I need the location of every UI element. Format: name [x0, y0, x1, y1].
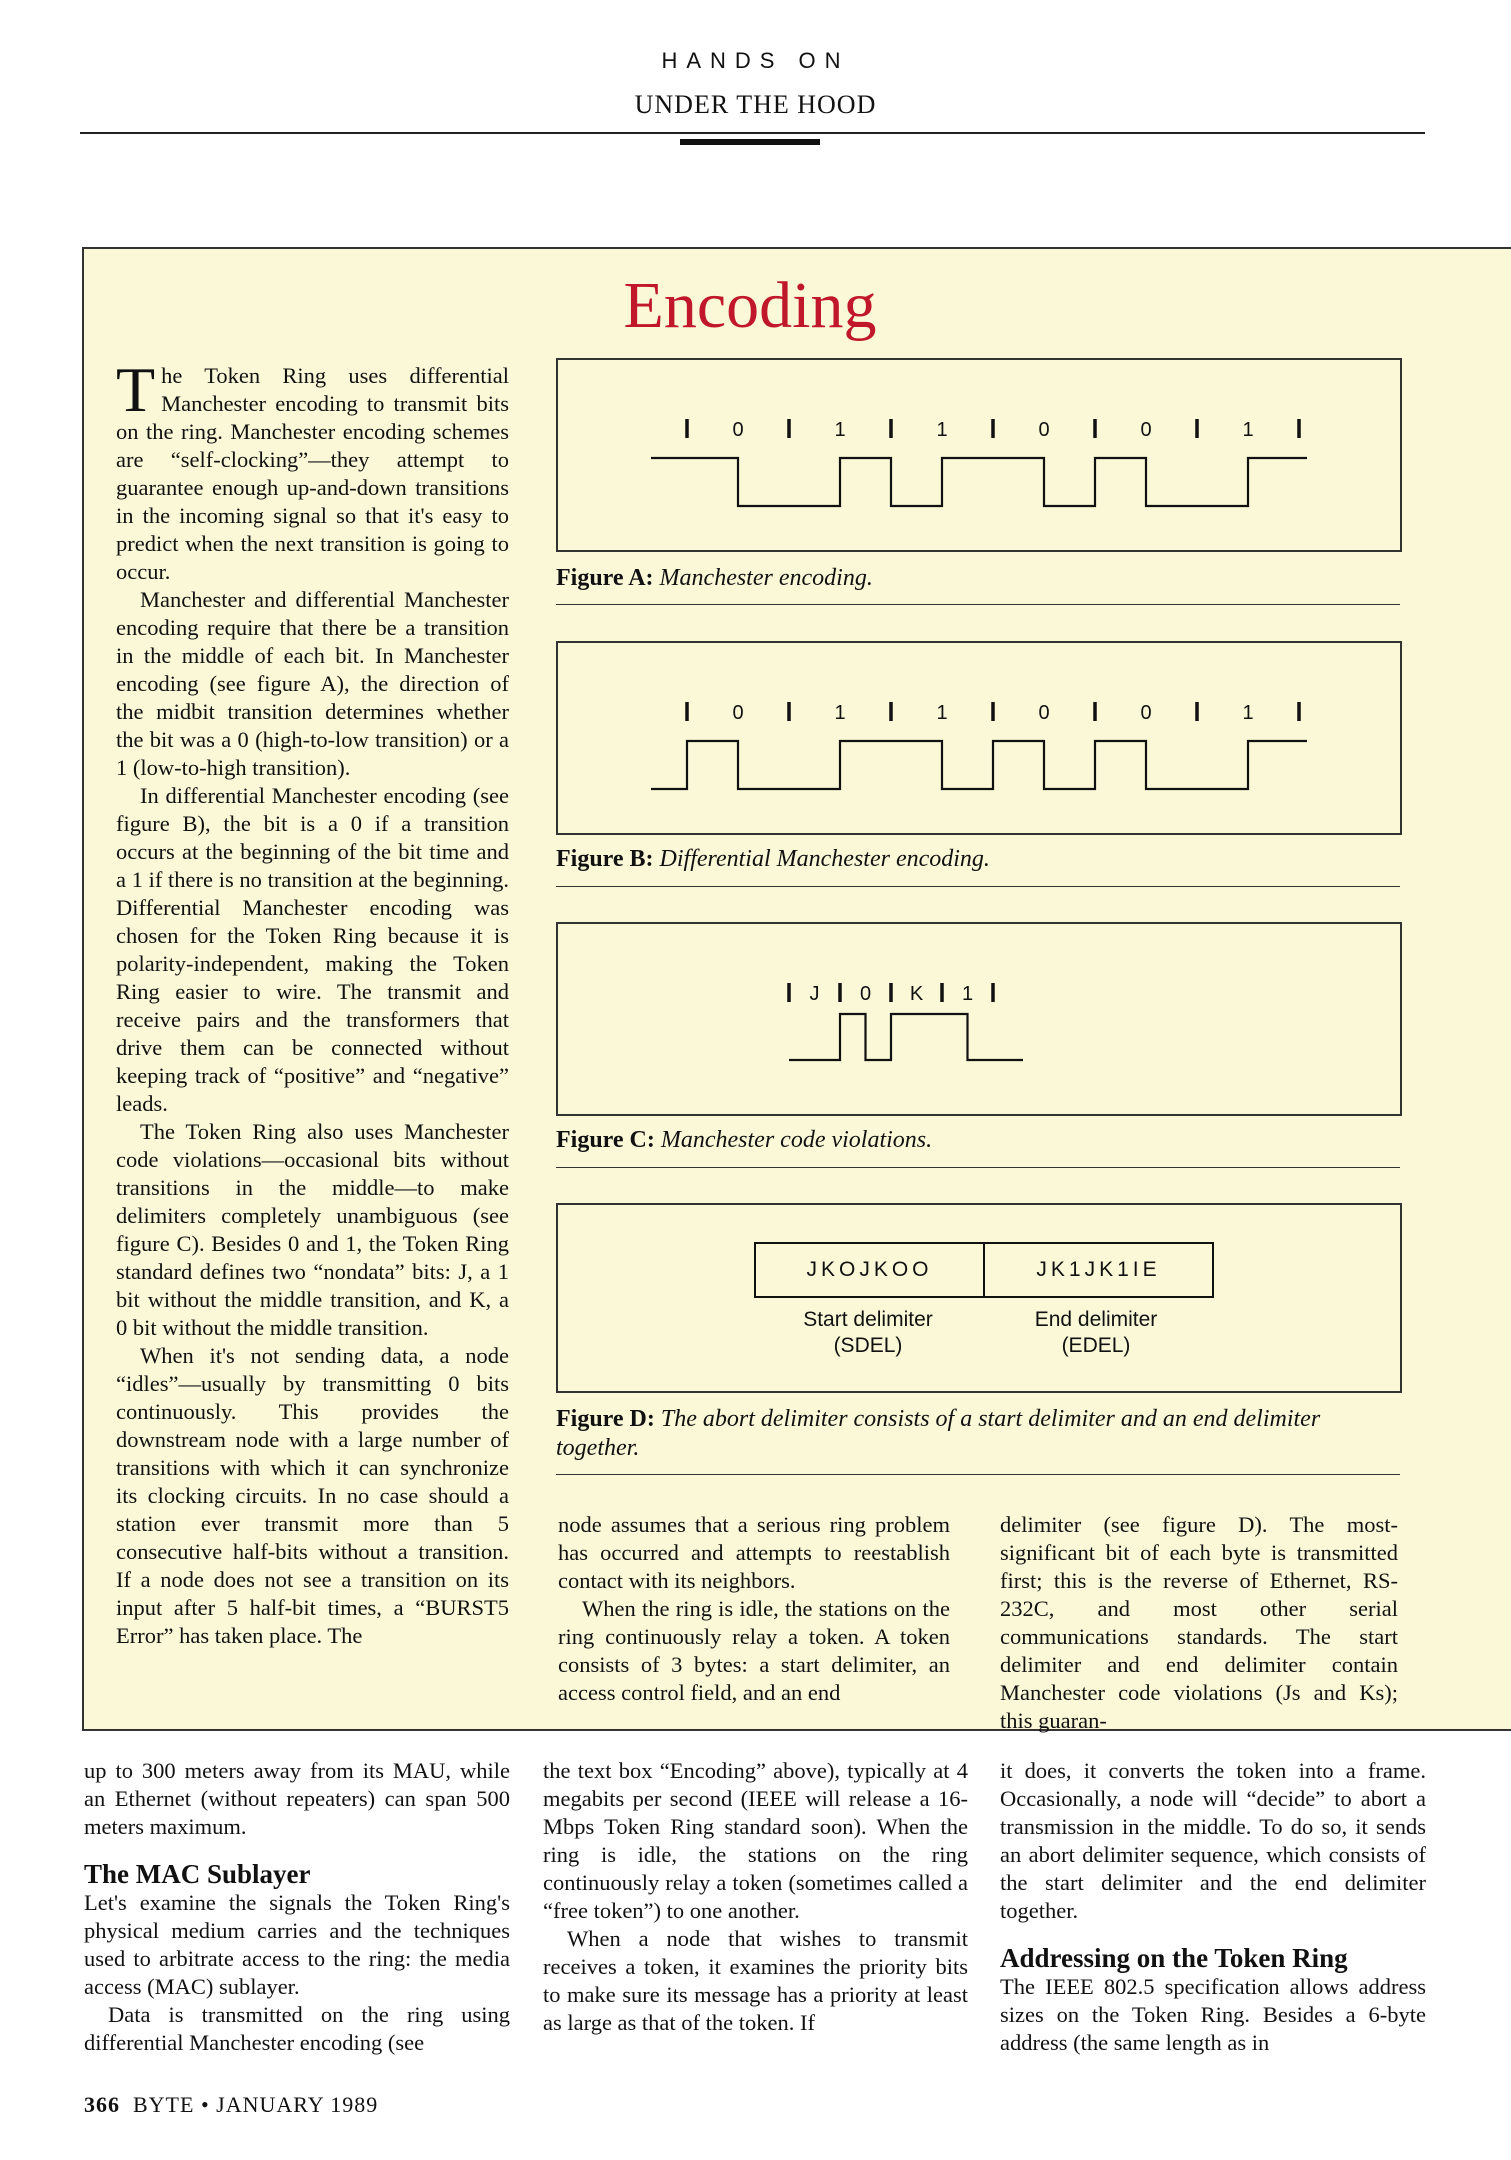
sidebar-paragraph: The Token Ring also uses Manchester code violations—occasional bits without transitions in the middle—to make delimiters completely unambiguous (see figure C). Besides 0 and 1, the Token Ring standard defines two “nondata” bits: J, a 1 bit without the middle transition, and K, a 0 bit without the middle transition. [116, 1119, 509, 1340]
body-paragraph: Data is transmitted on the ring using differential Manchester encoding (see [84, 2002, 510, 2055]
sidebar-column-2 [558, 1511, 950, 1707]
sidebar-paragraph: When it's not sending data, a node “idles”—usually by transmitting 0 bits continuously. This provides the downstream node with a large number of transitions with which it can synchronize its clocking circuits. In no case should a station ever transmit more than 5 consecutive half-bits without a transition. If a node does not see a transition on its input after 5 half-bit times, a “BURST5 Error” has taken place. The [116, 1343, 509, 1648]
end-delimiter-label: End delimiter (EDEL) [1034, 1308, 1158, 1357]
figure-a-bit-label: 0 [1038, 419, 1050, 441]
page-footer [84, 2092, 378, 2118]
delimiter-table [754, 1242, 1214, 1298]
figure-d-label: Figure D: [556, 1406, 655, 1432]
sidebar-column-1 [116, 354, 509, 1650]
sidebar-title: Encoding [623, 269, 877, 342]
figure-c-bit-label: J [809, 983, 820, 1005]
figure-c-waveform [558, 924, 1400, 1114]
figure-b [556, 641, 1402, 835]
sidebar-paragraph: delimiter (see figure D). The most-significant bit of each byte is transmitted first; this is the reverse of Ethernet, RS-232C, and most other serial communications standards. The start delimiter and end delimiter contain Manchester code violations (Js and Ks); this guaran- [1000, 1512, 1398, 1733]
figure-d-caption [556, 1405, 1406, 1463]
figure-b-bit-label: 1 [834, 702, 846, 724]
sidebar-paragraph: Manchester and differential Manchester encoding require that there be a transition in the middle of each bit. In Manchester encoding (see figure A), the direction of the midbit transition determines whether the bit was a 0 (high-to-low transition) or a 1 (low-to-high transition). [116, 587, 509, 780]
figure-c-bit-label: 0 [859, 983, 872, 1005]
figure-d [556, 1203, 1402, 1393]
figure-c-bit-label: K [909, 983, 924, 1005]
header-rule [80, 132, 1425, 134]
page-number: 366 [84, 2092, 120, 2117]
body-paragraph: the text box “Encoding” above), typically at 4 megabits per second (IEEE will release a 16-Mbps Token Ring standard soon). When the ring is idle, the stations on the ring continuously relay a token (sometimes called a “free token”) to one another. [543, 1758, 968, 1923]
body-paragraph: Let's examine the signals the Token Ring's physical medium carries and the techniques used to arbitrate access to the ring: the media access (MAC) sublayer. [84, 1890, 510, 1999]
drop-cap: T [116, 354, 156, 425]
sidebar-paragraph: When the ring is idle, the stations on the ring continuously relay a token. A token consists of 3 bytes: a start delimiter, an access control field, and an end [558, 1596, 950, 1705]
figure-a-caption [556, 564, 1406, 593]
sidebar-column-3 [1000, 1511, 1398, 1735]
figure-a-bit-label: 1 [1242, 419, 1254, 441]
figure-c-rule [556, 1167, 1400, 1168]
body-column-1 [84, 1757, 510, 2057]
sidebar-paragraph: In differential Manchester encoding (see figure B), the bit is a 0 if a transition occurs at the beginning of the bit time and a 1 if there is no transition at the beginning. Differential Manchester encoding was chosen for the Token Ring because it is polarity-independent, making the Token Ring easier to wire. The transmit and receive pairs and the transformers that drive them can be connected without keeping track of “positive” and “negative” leads. [116, 783, 509, 1116]
figure-c-label: Figure C: [556, 1127, 655, 1153]
figure-c-signal [789, 1014, 1023, 1060]
figure-d-text: The abort delimiter consists of a start delimiter and an end delimiter together. [556, 1406, 1321, 1461]
figure-a-signal [651, 458, 1307, 506]
figure-b-rule [556, 886, 1400, 887]
figure-a-bit-label: 0 [1140, 419, 1152, 441]
figure-c [556, 922, 1402, 1116]
figure-b-waveform [558, 643, 1400, 833]
subsection-header: UNDER THE HOOD [634, 90, 877, 119]
figure-b-bit-label: 1 [1242, 702, 1254, 724]
figure-d-rule [556, 1474, 1400, 1475]
body-paragraph: The IEEE 802.5 specification allows address sizes on the Token Ring. Besides a 6-byte address (the same length as in [1000, 1974, 1426, 2055]
start-delimiter-label: Start delimiter (SDEL) [803, 1308, 933, 1357]
figure-b-signal [651, 741, 1307, 789]
figure-b-bit-label: 0 [1038, 702, 1050, 724]
figure-a-text: Manchester encoding. [659, 565, 873, 591]
end-delimiter-code: JK1JK1IE [983, 1244, 1212, 1296]
figure-b-bit-label: 0 [732, 702, 744, 724]
figure-b-text: Differential Manchester encoding. [659, 846, 990, 872]
figure-a-rule [556, 604, 1400, 605]
heading-addressing: Addressing on the Token Ring [1000, 1943, 1348, 1973]
body-paragraph: When a node that wishes to transmit receives a token, it examines the priority bits to make sure its message has a priority at least as large as that of the token. If [543, 1926, 968, 2035]
figure-a-bit-label: 0 [732, 419, 744, 441]
header-bar [680, 139, 820, 145]
figure-a-waveform [558, 360, 1400, 550]
body-column-3 [1000, 1757, 1426, 2057]
sidebar-paragraph: node assumes that a serious ring problem has occurred and attempts to reestablish contact with its neighbors. [558, 1512, 950, 1593]
figure-b-label: Figure B: [556, 846, 654, 872]
figure-b-bit-label: 0 [1140, 702, 1152, 724]
figure-a [556, 358, 1402, 552]
figure-b-bit-label: 1 [936, 702, 948, 724]
magazine-issue: BYTE • JANUARY 1989 [133, 2092, 379, 2117]
start-delimiter-code: JKOJKOO [806, 1258, 933, 1281]
section-header: HANDS ON [661, 48, 850, 73]
figure-b-caption [556, 845, 1406, 874]
figure-c-text: Manchester code violations. [660, 1127, 933, 1153]
body-column-2 [543, 1757, 968, 2037]
figure-c-caption [556, 1126, 1406, 1155]
body-paragraph: it does, it converts the token into a frame. Occasionally, a node will “decide” to abort a transmission in the middle. To do so, it sends an abort delimiter sequence, which consists of the start delimiter and the end delimiter together. [1000, 1758, 1426, 1923]
figure-a-label: Figure A: [556, 565, 654, 591]
body-paragraph: up to 300 meters away from its MAU, while an Ethernet (without repeaters) can span 500 meters maximum. [84, 1758, 510, 1839]
figure-c-bit-label: 1 [961, 983, 974, 1005]
heading-mac-sublayer: The MAC Sublayer [84, 1859, 311, 1889]
figure-a-bit-label: 1 [936, 419, 948, 441]
sidebar-paragraph: The Token Ring uses differential Manchester encoding to transmit bits on the ring. Manchester encoding schemes are “self-clocking”—they attempt to guarantee enough up-and-down transitions in the incoming signal so that it's easy to predict when the next transition is going to occur. [116, 354, 509, 584]
figure-a-bit-label: 1 [834, 419, 846, 441]
